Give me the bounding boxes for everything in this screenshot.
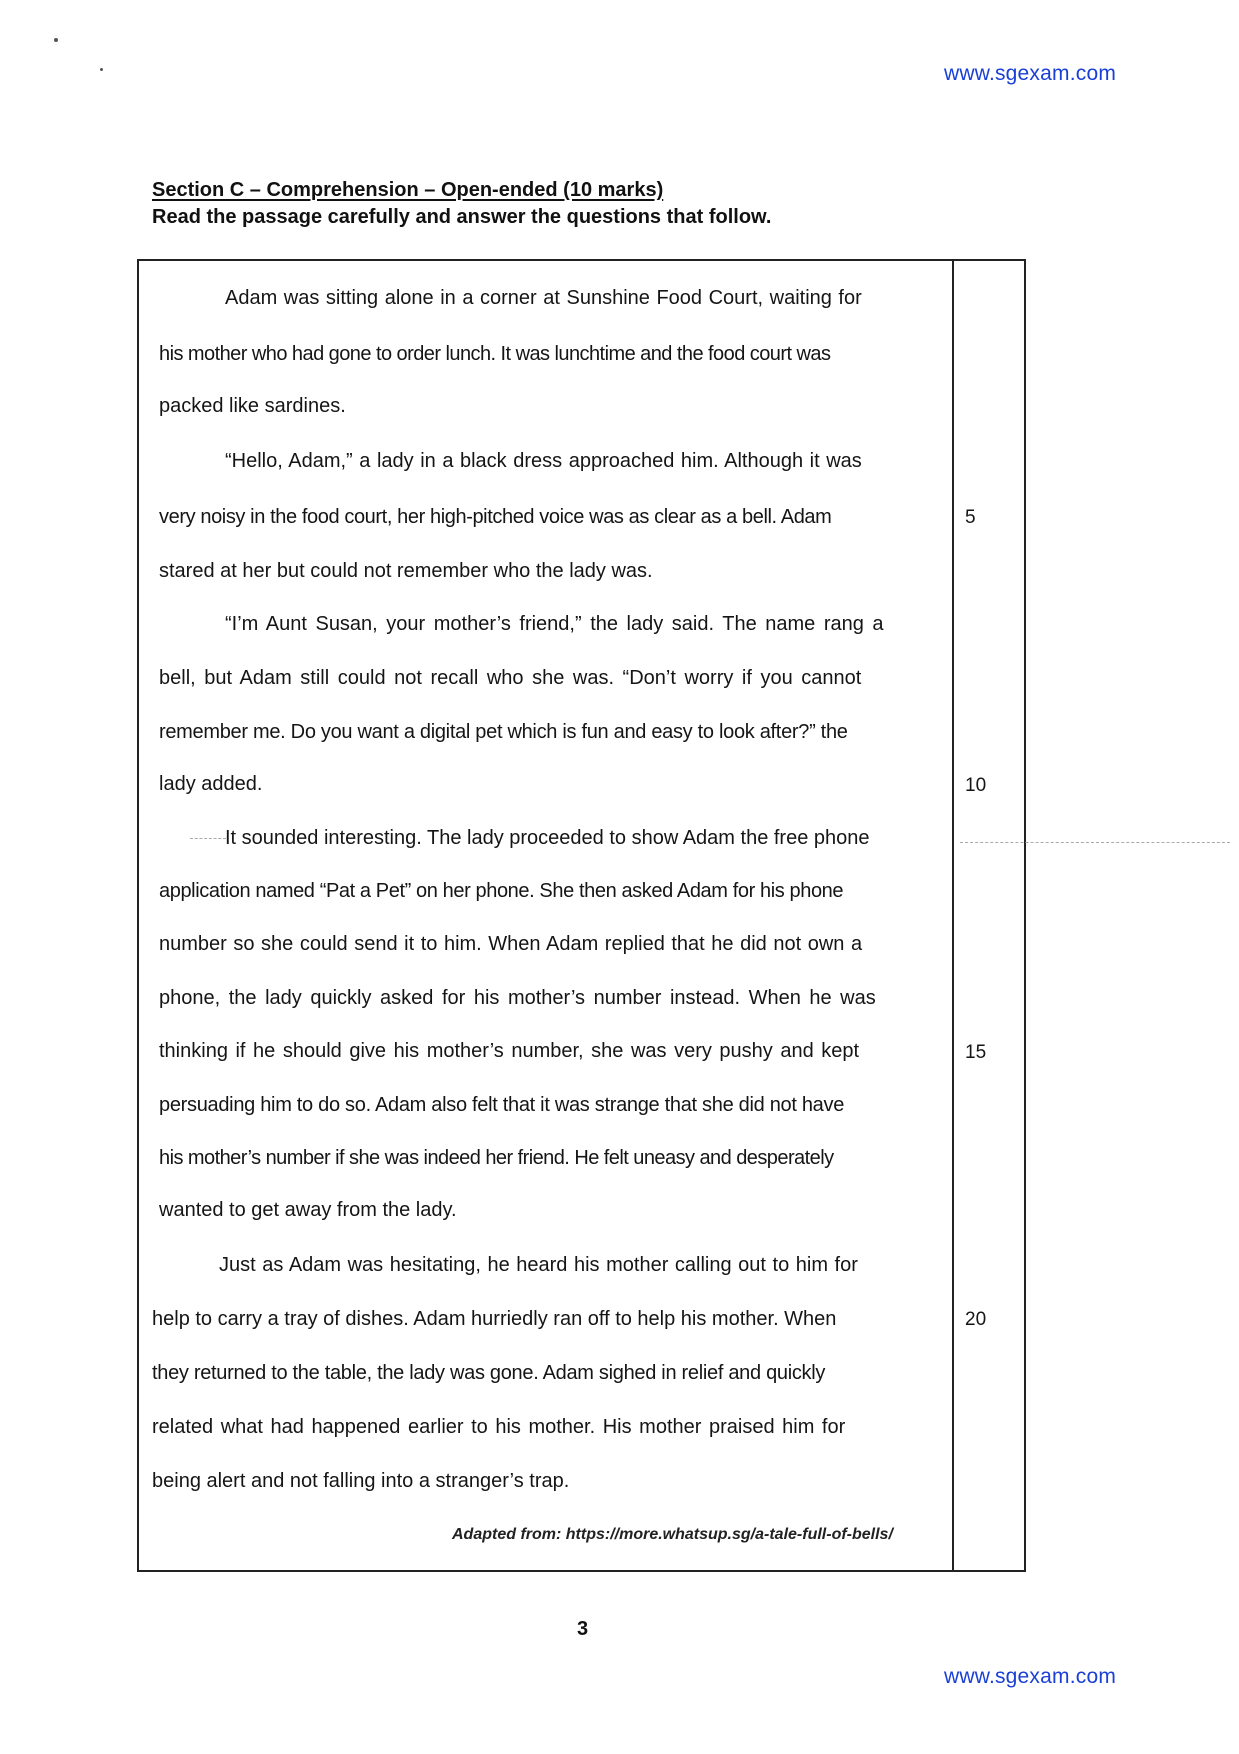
passage-line: very noisy in the food court, her high-pitched voice was as clear as a bell. Adam [159,506,832,528]
watermark-top: www.sgexam.com [944,62,1117,85]
passage-line: It sounded interesting. The lady proceeded to show Adam the free phone [225,827,870,849]
passage-line: they returned to the table, the lady was gone. Adam sighed in relief and quickly [152,1362,826,1384]
page-number: 3 [577,1618,589,1640]
section-heading: Section C – Comprehension – Open-ended (10 marks) [152,179,664,201]
passage-line: “I’m Aunt Susan, your mother’s friend,” the lady said. The name rang a [225,613,884,635]
passage-line: bell, but Adam still could not recall who she was. “Don’t worry if you cannot [159,667,862,689]
passage-line: thinking if he should give his mother’s number, she was very pushy and kept [159,1040,860,1062]
passage-line: stared at her but could not remember who the lady was. [159,560,653,582]
line-number: 5 [965,507,976,528]
passage-line: packed like sardines. [159,395,346,417]
passage-line: number so she could send it to him. When Adam replied that he did not own a [159,933,863,955]
passage-line: Just as Adam was hesitating, he heard his mother calling out to him for [219,1254,858,1276]
scan-artifact [190,838,226,839]
passage-line: phone, the lady quickly asked for his mother’s number instead. When he was [159,987,876,1009]
watermark-bottom: www.sgexam.com [944,1665,1117,1688]
scan-speck [54,38,58,42]
passage-line: his mother who had gone to order lunch. It was lunchtime and the food court was [159,343,831,365]
passage-line: application named “Pat a Pet” on her phone. She then asked Adam for his phone [159,880,844,902]
passage-line: Adam was sitting alone in a corner at Sunshine Food Court, waiting for [225,287,862,309]
passage-line: lady added. [159,773,263,795]
passage-line: being alert and not falling into a stranger’s trap. [152,1470,570,1492]
scan-artifact [960,842,1230,843]
line-number-column-divider [952,261,954,1570]
passage-line: persuading him to do so. Adam also felt that it was strange that she did not have [159,1094,845,1116]
line-number: 10 [965,775,987,796]
scan-speck [100,68,103,71]
line-number: 15 [965,1042,987,1063]
passage-line: his mother’s number if she was indeed her friend. He felt uneasy and desperately [159,1147,834,1169]
instruction-text: Read the passage carefully and answer the questions that follow. [152,206,772,228]
passage-line: related what had happened earlier to his mother. His mother praised him for [152,1416,846,1438]
passage-line: “Hello, Adam,” a lady in a black dress approached him. Although it was [225,450,862,472]
passage-line: remember me. Do you want a digital pet which is fun and easy to look after?” the [159,721,848,743]
passage-line: wanted to get away from the lady. [159,1199,457,1221]
line-number: 20 [965,1309,987,1330]
passage-line: help to carry a tray of dishes. Adam hurriedly ran off to help his mother. When [152,1308,837,1330]
source-attribution: Adapted from: https://more.whatsup.sg/a-tale-full-of-bells/ [452,1526,893,1543]
